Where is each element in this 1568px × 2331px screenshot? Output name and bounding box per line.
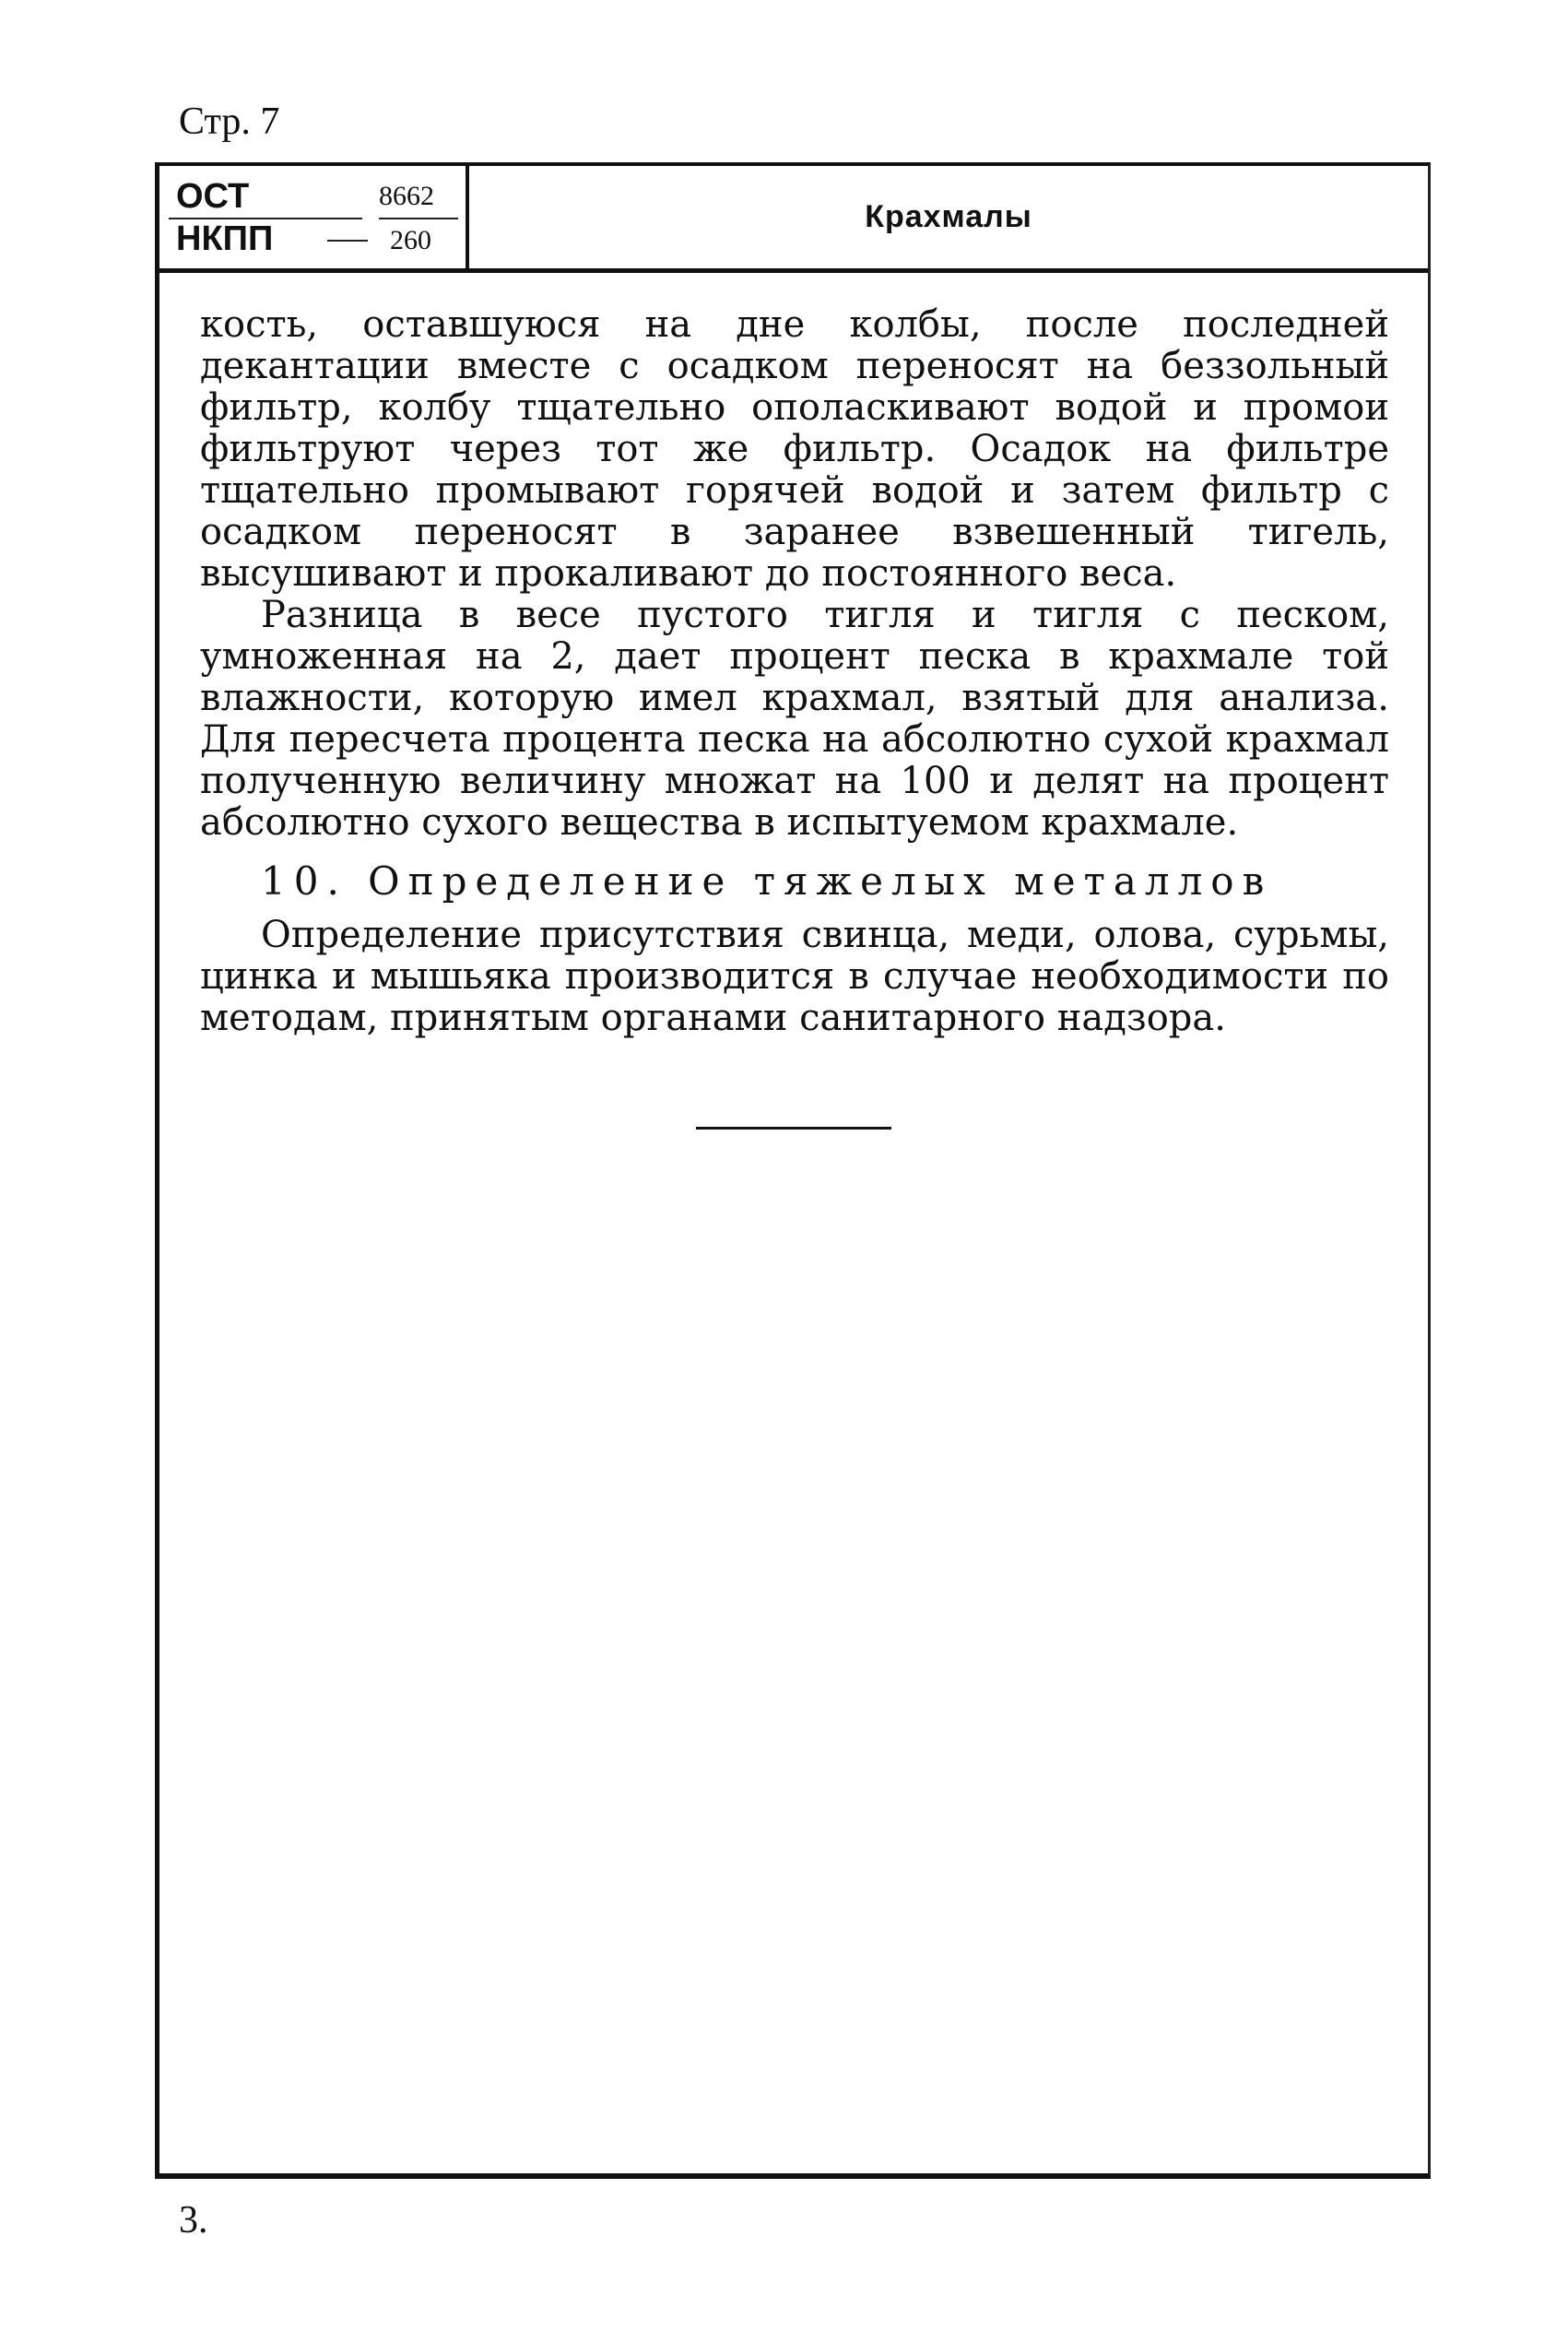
page-frame bbox=[155, 162, 1431, 2179]
document-title: Крахмалы bbox=[865, 199, 1032, 234]
code-dash bbox=[327, 240, 368, 242]
footer-mark: 3. bbox=[179, 2199, 208, 2242]
standard-number-top: 8662 bbox=[379, 181, 434, 211]
standard-org-top: ОСТ bbox=[176, 177, 250, 216]
code-fraction-line bbox=[379, 218, 458, 219]
standard-code-block bbox=[159, 166, 469, 268]
standard-org-bottom: НКПП bbox=[176, 219, 274, 258]
section-paragraph: Определение присутствия свинца, меди, олова, сурьмы, цинка и мышьяка производится в случае необходимости по методам, принятым органами санитарного надзора. bbox=[200, 914, 1389, 1039]
paragraph-sand-calculation: Разница в весе пустого тигля и тигля с песком, умноженная на 2, дает процент песка в крахмале той влажности, которую имел крахмал, взятый для анализа. Для пересчета процента песка на абсолютно сухой крахмал полученную величину множат на 100 и делят на процент абсолютно сухого вещества в испытуемом крахмале. bbox=[200, 594, 1389, 844]
document-body bbox=[200, 304, 1389, 1039]
section-heading: 10. Определение тяжелых металлов bbox=[261, 858, 1273, 904]
end-rule bbox=[696, 1127, 891, 1130]
standard-number-bottom: 260 bbox=[390, 225, 431, 255]
page-label: Стр. 7 bbox=[179, 101, 280, 143]
paragraph-continuation: кость, оставшуюся на дне колбы, после последней декантации вместе с осадком переносят на беззольный фильтр, колбу тщательно ополаскивают водой и промои фильтруют через тот же фильтр. Осадок на фильтре тщательно промывают горячей водой и затем фильтр с осадком переносят в заранее взвешенный тигель, высушивают и прокаливают до постоянного веса. bbox=[200, 303, 1389, 595]
document-header bbox=[159, 166, 1428, 273]
